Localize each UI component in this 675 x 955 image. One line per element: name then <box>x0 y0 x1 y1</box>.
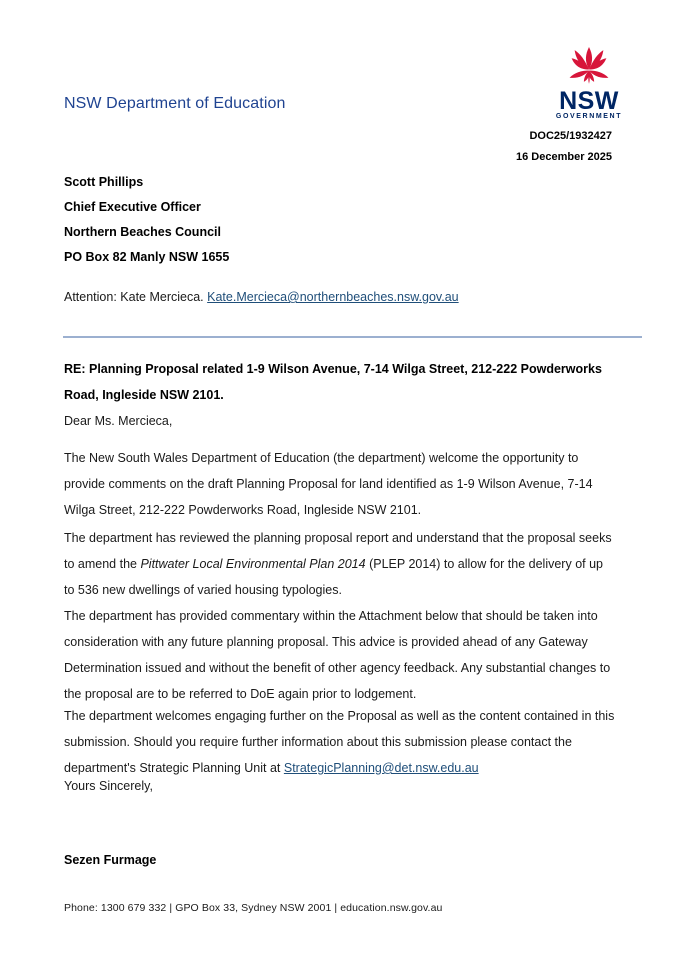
footer-contact-line: Phone: 1300 679 332 | GPO Box 33, Sydney NSW 2001 | education.nsw.gov.au <box>64 902 443 914</box>
recipient-block <box>64 170 229 270</box>
doc-number: DOC25/1932427 <box>529 130 612 142</box>
signatory-name: Sezen Furmage <box>64 853 157 867</box>
body-paragraph-4 <box>64 703 616 781</box>
valediction: Yours Sincerely, <box>64 779 153 793</box>
attention-prefix: Attention: Kate Mercieca. <box>64 290 208 304</box>
plan-title-italic: Pittwater Local Environmental Plan 2014 <box>140 557 366 571</box>
body-paragraph-1: The New South Wales Department of Education (the department) welcome the opportunity to provide comments on the draft Planning Proposal for land identified as 1-9 Wilson Avenue, 7-14 Wilga Street, 212-222 Powderworks Road, Ingleside NSW 2101. <box>64 451 593 517</box>
body-paragraph-2 <box>64 525 616 603</box>
subject-line: RE: Planning Proposal related 1-9 Wilson Avenue, 7-14 Wilga Street, 212-222 Powderworks Road, Ingleside NSW 2101. <box>64 362 602 402</box>
logo-nsw-text: NSW <box>559 87 619 115</box>
nsw-government-logo <box>553 46 625 121</box>
waratah-icon <box>563 46 615 90</box>
paragraph-2-text: The department has reviewed the planning proposal report and understand that the proposal seeks to amend the <box>64 531 612 571</box>
recipient-org: Northern Beaches Council <box>64 225 221 239</box>
paragraph-4-text: The department welcomes engaging further on the Proposal as well as the content contained in this submission. Should you require further information about this submission please contact the department's Strategic Planning Unit at <box>64 709 615 775</box>
horizontal-divider <box>63 336 642 338</box>
doc-reference-block <box>516 126 612 168</box>
page-title: NSW Department of Education <box>64 95 286 112</box>
salutation: Dear Ms. Mercieca, <box>64 414 173 428</box>
recipient-name: Scott Phillips <box>64 175 144 189</box>
attention-line <box>64 290 459 304</box>
attention-email-link[interactable]: Kate.Mercieca@northernbeaches.nsw.gov.au <box>207 290 459 304</box>
recipient-address: PO Box 82 Manly NSW 1655 <box>64 250 230 264</box>
body-paragraph-3: The department has provided commentary within the Attachment below that should be taken into consideration with any future planning proposal. This advice is provided ahead of any Gateway Determination issued and without the benefit of other agency feedback. Any substantial changes to the proposal are to be referred to DoE again prior to lodgement. <box>64 609 611 701</box>
paragraph-2-text-end: (PLEP 2014) to allow for the delivery of up to 536 new dwellings of varied housing typologies. <box>64 557 603 597</box>
logo-government-text: GOVERNMENT <box>555 113 623 120</box>
recipient-role: Chief Executive Officer <box>64 200 201 214</box>
doc-date: 16 December 2025 <box>515 151 612 163</box>
strategic-planning-email-link[interactable]: StrategicPlanning@det.nsw.edu.au <box>283 761 479 775</box>
